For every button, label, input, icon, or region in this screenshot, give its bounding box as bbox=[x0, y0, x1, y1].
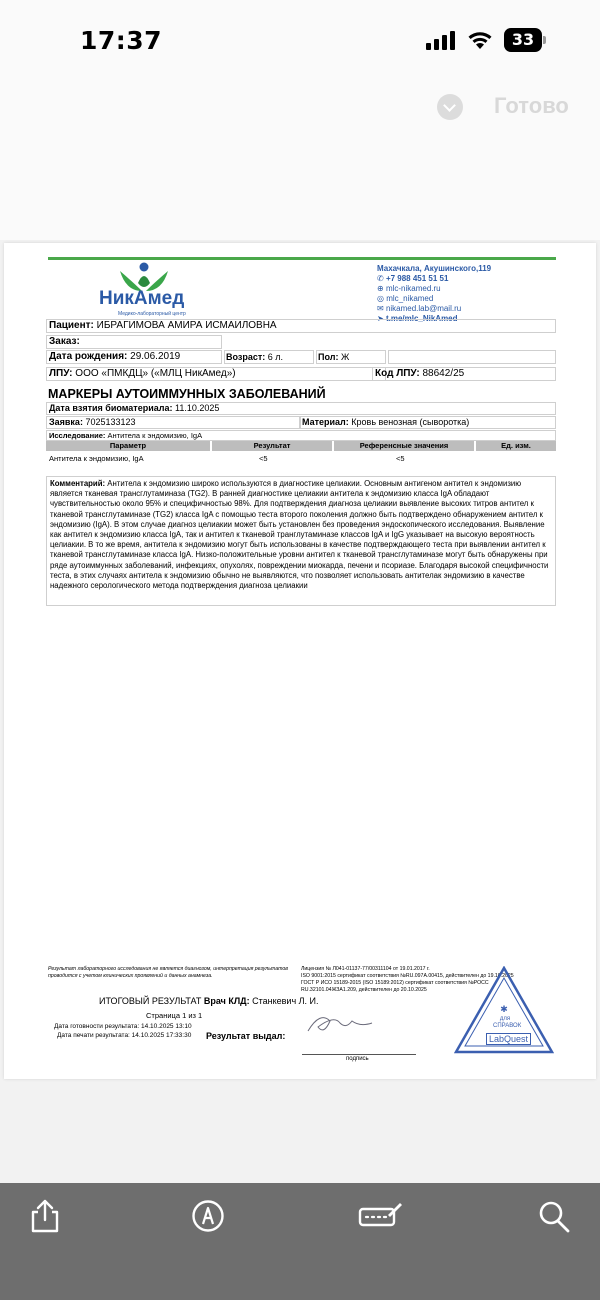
stamp-brand: LabQuest bbox=[486, 1033, 531, 1045]
battery-level: 33 bbox=[504, 28, 542, 52]
sex-row: Пол: Ж bbox=[318, 352, 350, 362]
clinic-email: ✉ nikamed.lab@mail.ru bbox=[377, 304, 462, 313]
document-page[interactable] bbox=[4, 243, 596, 1079]
battery-icon bbox=[504, 28, 546, 52]
fill-sign-icon[interactable] bbox=[358, 1198, 404, 1234]
age-row: Возраст: 6 л. bbox=[226, 352, 284, 362]
search-icon[interactable] bbox=[537, 1198, 571, 1234]
clinic-logo-name: НикАмед bbox=[99, 288, 185, 309]
order-label: Заказ: bbox=[49, 336, 80, 347]
chevron-down-icon[interactable] bbox=[437, 94, 463, 120]
done-button[interactable]: Готово bbox=[494, 93, 569, 118]
page-info: Страница 1 из 1 bbox=[146, 1011, 203, 1020]
license-block: Лицензия № Л041-01137-77/00311104 от 19.01.2017 г. ISO 9001:2015 сертификат соответствия №RU.097A.00415, действителен до 19.10.2025 ГОСТ Р ИСО 15189-2015 (ISO 15189:2012) сертификат соответствия №РОСС RU.32101.04ЖЗА1.209, действителен до 20.10.2025 bbox=[301, 966, 514, 993]
signature-image bbox=[300, 1009, 390, 1039]
sample-date-row: Дата взятия биоматериала: 11.10.2025 bbox=[49, 403, 220, 413]
svg-text:✱: ✱ bbox=[500, 1005, 508, 1015]
comment-text: Антитела к эндомизию широко используются в диагностике целиакии. Основным антигеном антител к эндомизию является тканевая трансглутаминаза (TG2). В ранней диагностике целиакии антитела к эндомизию класса IgA обладают чувствительностью около 95% и специфичностью 98%. Для подтверждения диагноза целиакии выявление высоких титров антител к тканевой трансглутаминазе (TG2) класса IgA с помощью теста второго поколения должно быть подтверждено обнаружением антител к эндомизию (IgA). В этом случае диагноз целиакии может быть установлен без проведения эндоскопического исследования. Выявление как антител к эндомизию класса IgA, так и антител к тканевой транглутаминазе классов IgA и IgG указывает на высокую вероятность целиакии. В то же время, антитела к эндомизию могут быть использованы в качестве подтверждающего теста при выявлении антител к тканевой трансглутаминазе класса IgA. Низко-положительные уровни антител к тканевой трансглутаминазе могут быть обнаружены при ряде аутоиммунных заболеваний, инфекциях, опухолях, повреждении миокарда, печени и псориазе. Благодаря высокой специфичности теста, в этих случаях антитела к эндомизию обычно не выявляются, что позволяет использовать антителак эндомизию в качестве надежного серологического метода подтверждения диагноза целиакии bbox=[50, 479, 549, 591]
table-header-param: Параметр bbox=[46, 441, 210, 451]
clinic-contacts bbox=[377, 264, 491, 324]
clinic-logo-subtitle: Медико-лабораторный центр bbox=[118, 311, 186, 317]
study-row: Исследование: Антитела к эндомизию, IgA bbox=[49, 431, 203, 440]
markup-icon[interactable] bbox=[191, 1198, 225, 1234]
request-row: Заявка: 7025133123 bbox=[49, 417, 136, 427]
clinic-phone: ✆ +7 988 451 51 51 bbox=[377, 274, 449, 283]
table-cell-reference: <5 bbox=[396, 454, 405, 463]
issued-label: Результат выдал: bbox=[206, 1031, 286, 1041]
print-date: Дата печати результата: 14.10.2025 17:33:30 bbox=[57, 1032, 192, 1039]
disclaimer: Результат лабораторного исследования не является диагнозом, интерпретация результатов проводится с учетом клинических проявлений и данных анамнеза. bbox=[48, 966, 288, 979]
wifi-icon bbox=[466, 28, 494, 50]
comment-label: Комментарий: bbox=[50, 479, 106, 488]
table-header-result: Результат bbox=[212, 441, 332, 451]
signature-caption: подпись bbox=[346, 1056, 369, 1062]
table-cell-result: <5 bbox=[259, 454, 268, 463]
lpu-code-row: Код ЛПУ: 88642/25 bbox=[375, 368, 465, 379]
clinic-site: ⊕ mlc-nikamed.ru bbox=[377, 284, 441, 293]
stamp-text: для СПРАВОК bbox=[493, 1016, 522, 1029]
final-result-row: ИТОГОВЫЙ РЕЗУЛЬТАТ Врач КЛД: Станкевич Л. И. bbox=[99, 996, 319, 1006]
table-header-reference: Референсные значения bbox=[334, 441, 474, 451]
bottom-toolbar bbox=[0, 1183, 600, 1300]
table-cell-param: Антитела к эндомизию, IgA bbox=[49, 454, 144, 463]
viewer-nav-bar bbox=[0, 80, 600, 240]
report-title: МАРКЕРЫ АУТОИММУННЫХ ЗАБОЛЕВАНИЙ bbox=[48, 387, 326, 401]
patient-name: ИБРАГИМОВА АМИРА ИСМАИЛОВНА bbox=[96, 320, 277, 331]
clinic-instagram: ◎ mlc_nikamed bbox=[377, 294, 434, 303]
cellular-signal-icon bbox=[426, 30, 458, 50]
material-row: Материал: Кровь венозная (сыворотка) bbox=[302, 417, 470, 427]
table-header-unit: Ед. изм. bbox=[476, 441, 556, 451]
clinic-telegram: ➤ t.me/mlc_NikAmed bbox=[377, 314, 458, 323]
clinic-address: Махачкала, Акушинского,119 bbox=[377, 264, 492, 273]
patient-row: Пациент: ИБРАГИМОВА АМИРА ИСМАИЛОВНА bbox=[49, 320, 277, 331]
share-icon[interactable] bbox=[28, 1198, 62, 1234]
header-divider bbox=[48, 257, 556, 260]
lpu-row: ЛПУ: ООО «ПМКДЦ» («МЛЦ НикАмед») bbox=[49, 368, 236, 379]
dob-row: Дата рождения: 29.06.2019 bbox=[49, 351, 181, 362]
status-bar bbox=[0, 0, 600, 80]
ready-date: Дата готовности результата: 14.10.2025 13:10 bbox=[54, 1023, 192, 1030]
status-time: 17:37 bbox=[80, 26, 163, 55]
comment-block bbox=[46, 476, 556, 606]
